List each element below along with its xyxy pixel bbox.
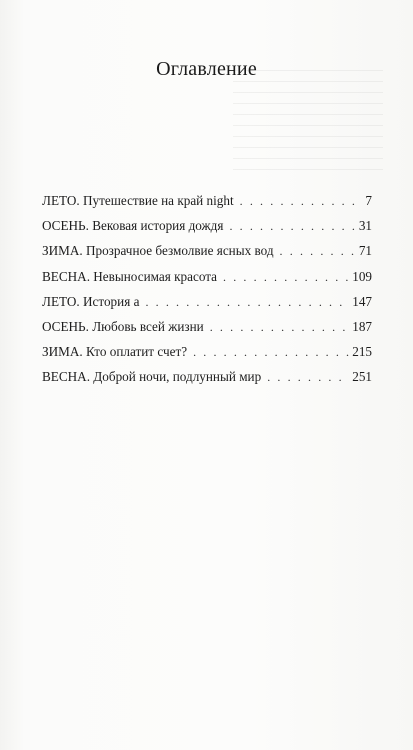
toc-entry [42, 364, 372, 389]
toc-entry-title: ЛЕТО. История а [42, 293, 140, 309]
toc-entry [42, 339, 372, 364]
toc-leader-dots [240, 189, 359, 214]
table-of-contents [42, 188, 372, 390]
toc-entry-page: 147 [352, 293, 372, 309]
toc-entry-title: ОСЕНЬ. Любовь всей жизни [42, 318, 204, 334]
toc-entry-page: 251 [352, 369, 372, 385]
toc-leader-dots [229, 214, 355, 239]
toc-entry [42, 238, 372, 263]
toc-leader-dots [267, 365, 349, 390]
toc-entry-title: ЗИМА. Прозрачное безмолвие ясных вод [42, 243, 274, 259]
page-title: Оглавление [156, 58, 257, 80]
toc-entry-title: ЗИМА. Кто оплатит счет? [42, 344, 188, 360]
toc-leader-dots [145, 290, 349, 315]
toc-leader-dots [210, 315, 349, 340]
toc-entry [42, 213, 372, 238]
toc-leader-dots [193, 340, 349, 365]
toc-entry-page: 7 [365, 193, 372, 208]
toc-entry-title: ВЕСНА. Доброй ночи, подлунный мир [42, 369, 262, 385]
toc-entry-page: 71 [358, 243, 372, 259]
toc-entry [42, 264, 372, 289]
toc-leader-dots [223, 265, 349, 290]
toc-leader-dots [280, 239, 356, 264]
toc-entry-title: ВЕСНА. Невыносимая красота [42, 268, 218, 284]
toc-entry [42, 289, 372, 314]
toc-entry-page: 109 [352, 268, 372, 284]
toc-entry [42, 188, 372, 213]
toc-entry [42, 314, 372, 339]
toc-entry-title: ЛЕТО. Путешествие на край night [42, 193, 234, 208]
toc-entry-page: 187 [352, 318, 372, 334]
toc-entry-page: 215 [352, 344, 372, 360]
toc-entry-page: 31 [358, 218, 372, 234]
toc-entry-title: ОСЕНЬ. Вековая история дождя [42, 218, 224, 234]
